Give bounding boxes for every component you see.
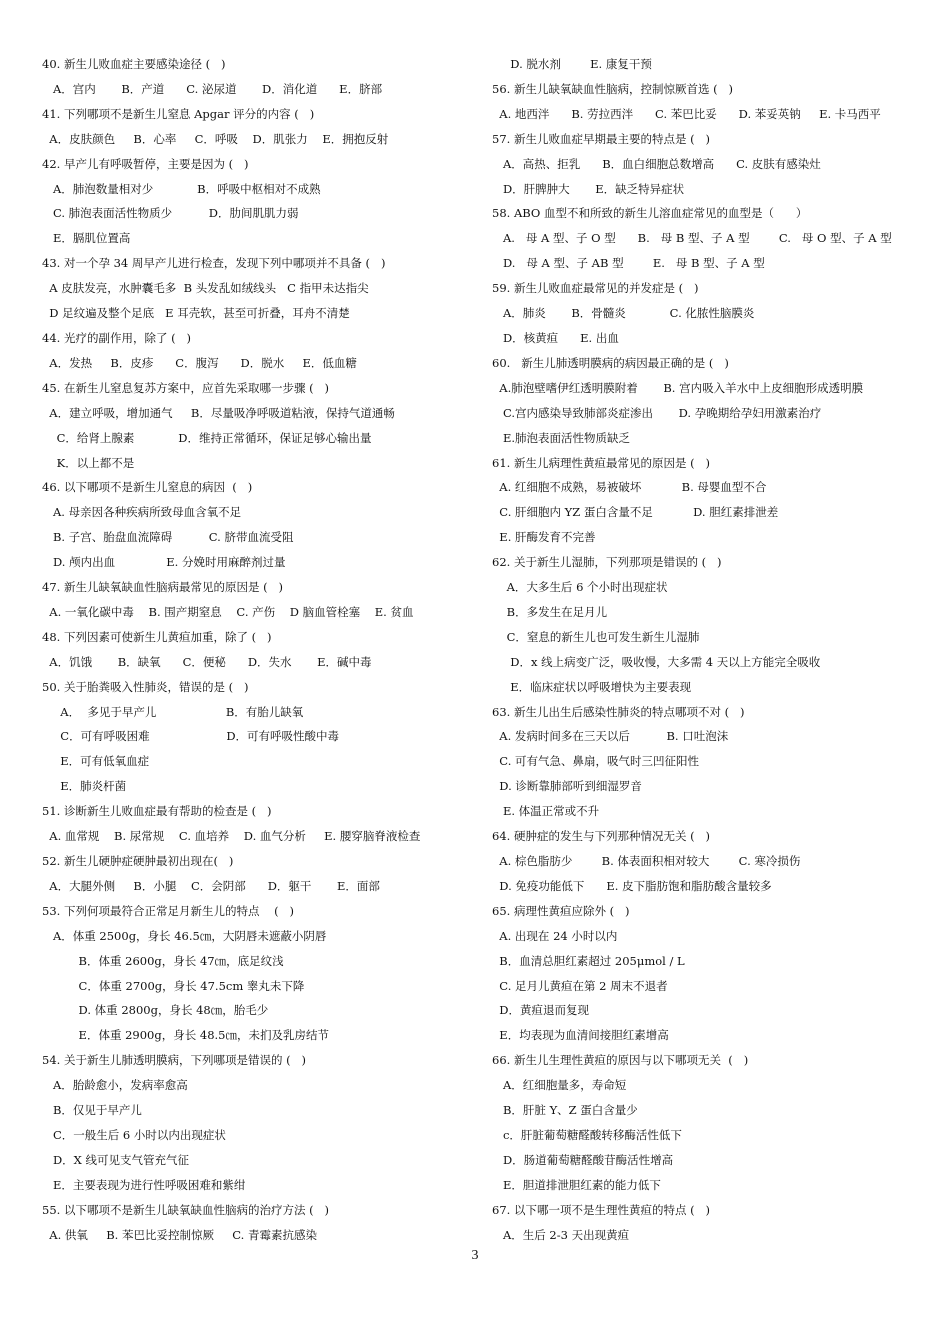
left-column (42, 52, 472, 1248)
question-text-line: C. 肺泡表面活性物质少 D．肋间肌肌力弱 (42, 206, 299, 221)
question-text-line: E. 体温正常或不升 (492, 804, 600, 819)
question-text-line: A．发热 B．皮疹 C．腹泻 D．脱水 E．低血糖 (42, 355, 357, 370)
question-text-line: A. 母亲因各种疾病所致母血含氧不足 (42, 505, 242, 520)
question-text-line: A． 多见于早产儿 B．有胎儿缺氧 (42, 704, 304, 719)
question-text-line: 52. 新生儿硬肿症硬肿最初出现在( ) (42, 854, 234, 868)
question-text-line: E. 肝酶发育不完善 (492, 530, 596, 545)
question-text-line: D. 母 A 型、子 AB 型 E. 母 B 型、子 A 型 (492, 256, 765, 271)
question-text-line: B．多发生在足月儿 (492, 604, 608, 619)
question-text-line: A．肺炎 B．骨髓炎 C. 化脓性脑膜炎 (492, 306, 755, 321)
question-text-line: 64. 硬肿症的发生与下列那种情况无关 ( ) (492, 829, 711, 844)
question-text-line: A．大腿外侧 B．小腿 C．会阴部 D．躯干 E．面部 (42, 878, 380, 893)
question-text-line: C. 可有气急、鼻扇，吸气时三凹征阳性 (492, 754, 700, 769)
question-text-line: A 皮肤发亮，水肿囊毛多 B 头发乱如绒线头 C 指甲未达指尖 (42, 281, 369, 296)
question-text-line: D．肝脾肿大 E．缺乏特异症状 (492, 181, 685, 196)
question-text-line: 67. 以下哪一项不是生理性黄疸的特点 ( ) (492, 1202, 711, 1217)
right-column (492, 52, 912, 1248)
question-text-line: D. 免疫功能低下 E. 皮下脂肪饱和脂肪酸含量较多 (492, 878, 772, 893)
question-text-line: E．临床症状以呼吸增快为主要表现 (492, 679, 692, 694)
question-text-line: B．肝脏 Y、Z 蛋白含量少 (492, 1103, 638, 1118)
question-text-line: 48. 下列因素可使新生儿黄疸加重，除了 ( ) (42, 629, 272, 644)
question-text-line: B. 子宫、胎盘血流障碍 C. 脐带血流受阻 (42, 530, 294, 545)
question-text-line: A.肺泡壁嗜伊红透明膜附着 B. 宫内吸入羊水中上皮细胞形成透明膜 (492, 380, 864, 395)
question-text-line: 56. 新生儿缺氧缺血性脑病，控制惊厥首选 ( ) (492, 81, 734, 96)
question-text-line: 53. 下列何项最符合正常足月新生儿的特点 ( ) (42, 903, 295, 918)
question-text-line: E．均表现为血清间接胆红素增高 (492, 1028, 669, 1043)
question-text-line: E．肺炎杆菌 (42, 779, 127, 794)
question-text-line: A. 发病时间多在三天以后 B. 口吐泡沫 (492, 729, 729, 744)
question-text-line: A．体重 2500g，身长 46.5㎝，大阴唇未遮蔽小阴唇 (42, 928, 327, 943)
question-text-line: C．可有呼吸困难 D．可有呼吸性酸中毒 (42, 729, 340, 744)
question-text-line: 44. 光疗的副作用，除了 ( ) (42, 330, 192, 345)
question-text-line: D．x 线上病变广泛，吸收慢，大多需 4 天以上方能完全吸收 (492, 654, 821, 669)
question-text-line: E．可有低氧血症 (42, 754, 150, 769)
question-text-line: D. 脱水剂 E. 康复干预 (492, 57, 652, 71)
question-text-line: C．一般生后 6 小时以内出现症状 (42, 1127, 226, 1142)
question-text-line: C. 肝细胞内 YZ 蛋白含量不足 D. 胆红素排泄差 (492, 505, 779, 520)
question-text-line: 45. 在新生儿窒息复苏方案中，应首先采取哪一步骤 ( ) (42, 380, 330, 395)
question-text-line: 65. 病理性黄疸应除外 ( ) (492, 903, 630, 918)
question-text-line: D. 颅内出血 E. 分娩时用麻醉剂过量 (42, 555, 286, 570)
question-text-line: B．体重 2600g，身长 47㎝，底足纹浅 (42, 953, 284, 968)
question-text-line: D．黄疸退而复现 (492, 1003, 590, 1018)
question-text-line: 63. 新生儿出生后感染性肺炎的特点哪项不对 ( ) (492, 704, 745, 719)
question-text-line: c．肝脏葡萄糖醛酸转移酶活性低下 (492, 1127, 682, 1142)
question-text-line: A．高热、拒乳 B．血白细胞总数增高 C. 皮肤有感染灶 (492, 156, 821, 171)
question-text-line: D 足纹遍及整个足底 E 耳壳软，甚至可折叠，耳舟不清楚 (42, 306, 350, 321)
question-text-line: 50. 关于胎粪吸入性肺炎，错误的是 ( ) (42, 679, 249, 694)
question-text-line: A．建立呼吸，增加通气 B．尽量吸净呼吸道粘液，保持气道通畅 (42, 405, 395, 420)
question-text-line: 54. 关于新生儿肺透明膜病，下列哪项是错误的 ( ) (42, 1053, 307, 1068)
question-text-line: C.宫内感染导致肺部炎症渗出 D. 孕晚期给孕妇用激素治疗 (492, 405, 822, 420)
question-text-line: D．核黄疸 E. 出血 (492, 330, 619, 345)
question-text-line: A. 地西泮 B. 劳拉西泮 C. 苯巴比妥 D. 苯妥英钠 E. 卡马西平 (492, 106, 881, 121)
question-text-line: C．给肾上腺素 D．维持正常循环，保证足够心输出量 (42, 430, 372, 445)
question-text-line: A．饥饿 B．缺氧 C．便秘 D．失水 E．碱中毒 (42, 654, 372, 669)
question-text-line: E．体重 2900g，身长 48.5㎝，未扪及乳房结节 (42, 1028, 329, 1043)
question-text-line: D. 体重 2800g，身长 48㎝，胎毛少 (42, 1003, 269, 1018)
question-text-line: 66. 新生儿生理性黄疸的原因与以下哪项无关 ( ) (492, 1053, 749, 1068)
question-text-line: A. 血常规 B. 尿常规 C. 血培养 D. 血气分析 E. 腰穿脑脊液检查 (42, 829, 421, 844)
question-text-line: K．以上都不是 (42, 455, 135, 470)
question-text-line: A. 棕色脂肪少 B. 体表面积相对较大 C. 寒冷损伤 (492, 854, 801, 868)
question-text-line: 40. 新生儿败血症主要感染途径 ( ) (42, 57, 226, 71)
question-text-line: A. 一氧化碳中毒 B. 围产期窒息 C. 产伤 D 脑血管栓塞 E. 贫血 (42, 604, 414, 619)
question-text-line: D．肠道葡萄糖醛酸苷酶活性增高 (492, 1152, 674, 1167)
question-text-line: E．膈肌位置高 (42, 231, 131, 246)
question-text-line: A. 出现在 24 小时以内 (492, 928, 618, 943)
question-text-line: B．仅见于早产儿 (42, 1103, 142, 1118)
question-text-line: C. 足月儿黄疸在第 2 周末不退者 (492, 978, 668, 993)
question-text-line: C．体重 2700g，身长 47.5cm 睾丸未下降 (42, 978, 305, 993)
question-text-line: 58. ABO 血型不和所致的新生儿溶血症常见的血型是（ ） (492, 206, 808, 221)
question-text-line: A. 母 A 型、子 O 型 B. 母 B 型、子 A 型 C. 母 O 型、子 A 型 (492, 231, 892, 246)
question-text-line: 62. 关于新生儿湿肺，下列那项是错误的 ( ) (492, 555, 722, 570)
question-text-line: 51. 诊断新生儿败血症最有帮助的检查是 ( ) (42, 804, 272, 819)
question-text-line: D. 诊断靠肺部听到细湿罗音 (492, 779, 642, 794)
question-text-line: A．大多生后 6 个小时出现症状 (492, 580, 668, 595)
question-text-line: A．宫内 B．产道 C. 泌尿道 D．消化道 E．脐部 (42, 81, 383, 96)
question-text-line: A．红细胞量多，寿命短 (492, 1078, 627, 1093)
question-text-line: 61. 新生儿病理性黄疸最常见的原因是 ( ) (492, 455, 711, 470)
question-text-line: A．肺泡数量相对少 B．呼吸中枢相对不成熟 (42, 181, 321, 196)
question-text-line: C．窒息的新生儿也可发生新生儿湿肺 (492, 629, 700, 644)
question-text-line: B．血清总胆红素超过 205μmol / L (492, 953, 685, 968)
question-text-line: 57. 新生儿败血症早期最主要的特点是 ( ) (492, 131, 711, 146)
question-text-line: A．皮肤颜色 B．心率 C．呼吸 D．肌张力 E．拥抱反射 (42, 131, 389, 146)
question-text-line: A. 红细胞不成熟，易被破坏 B. 母婴血型不合 (492, 480, 767, 495)
question-text-line: 47. 新生儿缺氧缺血性脑病最常见的原因是 ( ) (42, 580, 284, 595)
question-text-line: E．主要表现为进行性呼吸困难和紫绀 (42, 1177, 246, 1192)
question-text-line: 59. 新生儿败血症最常见的并发症是 ( ) (492, 281, 699, 296)
question-text-line: 55. 以下哪项不是新生儿缺氧缺血性脑病的治疗方法 ( ) (42, 1202, 330, 1217)
question-text-line: 46. 以下哪项不是新生儿窒息的病因 ( ) (42, 480, 253, 495)
question-text-line: E．胆道排泄胆红素的能力低下 (492, 1177, 661, 1192)
question-text-line: 41. 下列哪项不是新生儿窒息 Apgar 评分的内容 ( ) (42, 106, 315, 121)
question-text-line: A．生后 2-3 天出现黄疸 (492, 1227, 630, 1242)
question-text-line: 60. 新生儿肺透明膜病的病因最正确的是 ( ) (492, 355, 729, 370)
question-text-line: D．X 线可见支气管充气征 (42, 1152, 190, 1167)
question-text-line: A．胎龄愈小，发病率愈高 (42, 1078, 188, 1093)
page-number: 3 (471, 1248, 479, 1263)
question-text-line: 43. 对一个孕 34 周早产儿进行检查，发现下列中哪项并不具备 ( ) (42, 256, 386, 271)
question-text-line: E.肺泡表面活性物质缺乏 (492, 430, 631, 445)
question-text-line: A. 供氧 B. 苯巴比妥控制惊厥 C. 青霉素抗感染 (42, 1227, 317, 1242)
question-text-line: 42. 早产儿有呼吸暂停，主要是因为 ( ) (42, 156, 249, 171)
